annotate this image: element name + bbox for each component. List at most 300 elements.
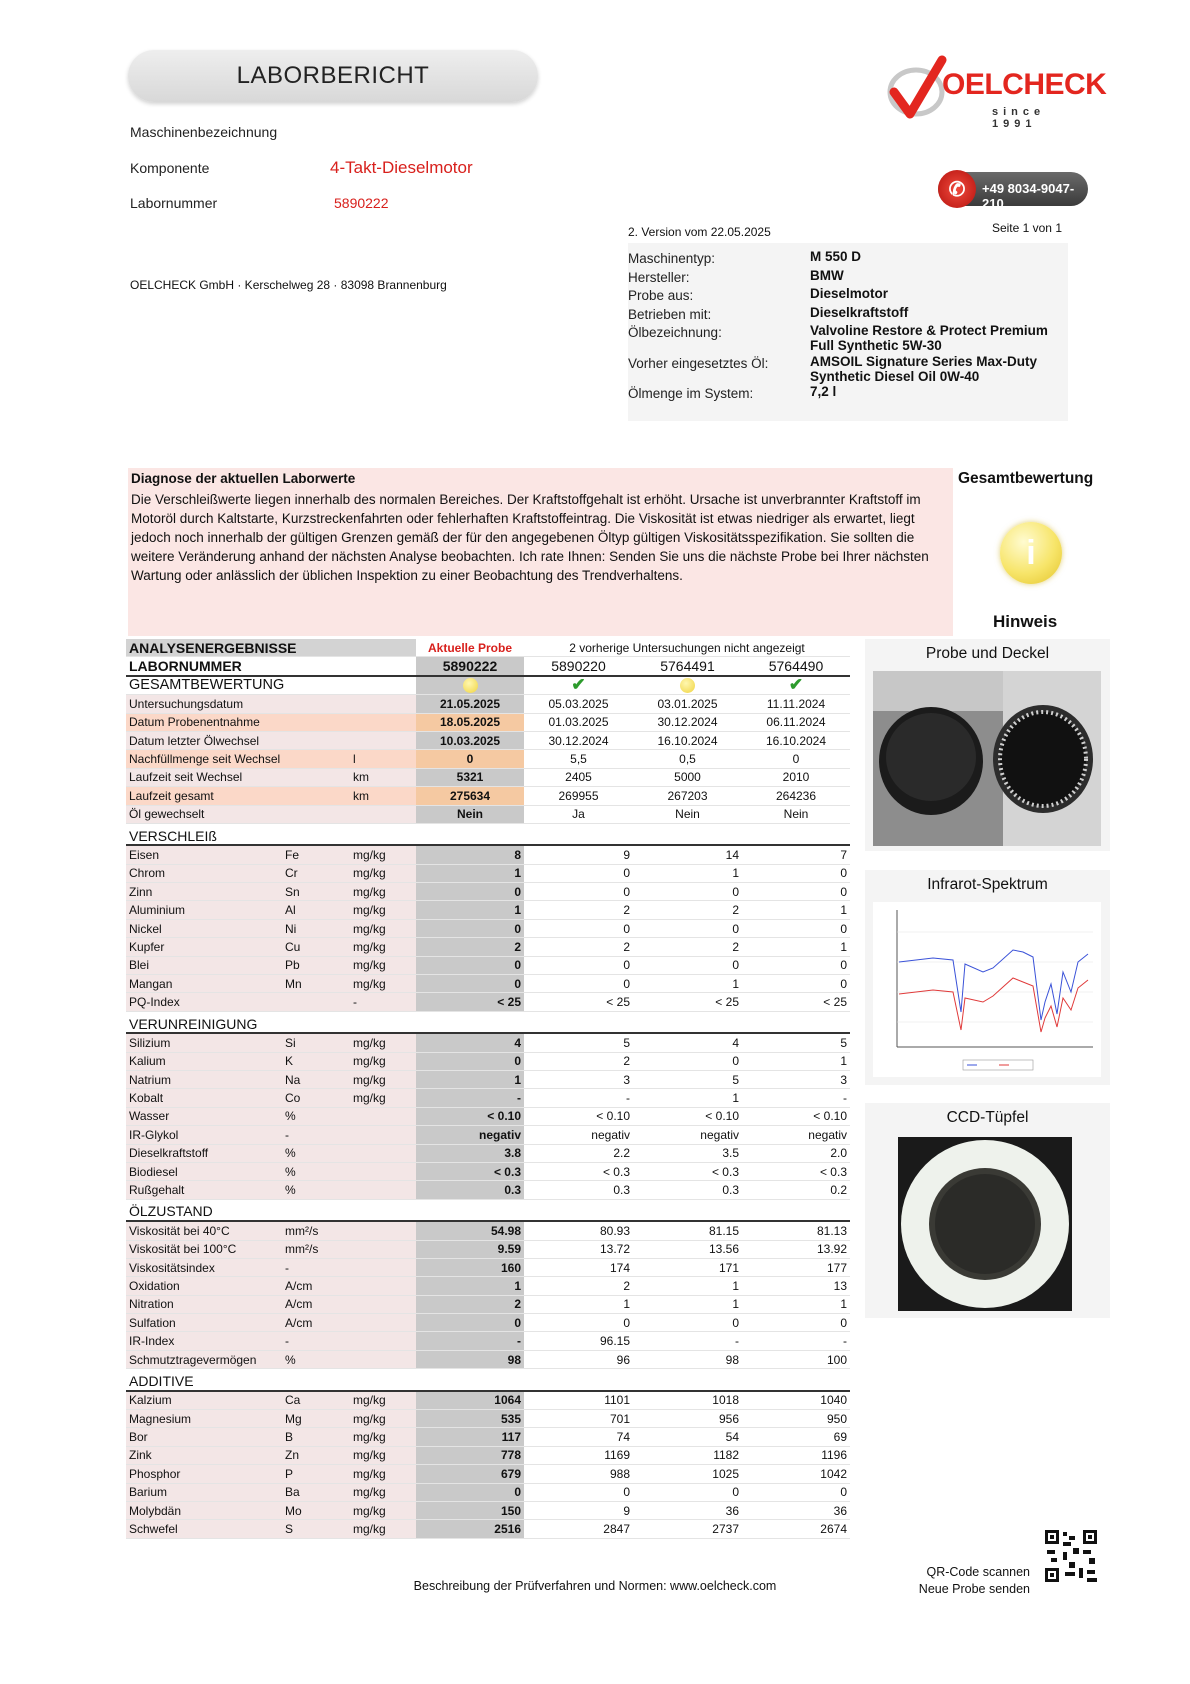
row-unit bbox=[350, 1108, 416, 1126]
row-label: Sulfation bbox=[126, 1314, 282, 1332]
previous-value: 0 bbox=[742, 920, 850, 938]
row-unit: km bbox=[350, 769, 416, 787]
previous-value: 0.2 bbox=[742, 1181, 850, 1199]
result-row bbox=[126, 901, 850, 919]
current-value: Nein bbox=[416, 806, 524, 824]
current-value: 0 bbox=[416, 883, 524, 901]
row-unit: mg/kg bbox=[350, 1034, 416, 1052]
row-symbol: Cr bbox=[282, 865, 350, 883]
row-label: Kupfer bbox=[126, 938, 282, 956]
result-row bbox=[126, 1520, 850, 1538]
info-label: Ölmenge im System: bbox=[628, 386, 754, 401]
previous-value: 7 bbox=[742, 846, 850, 864]
footer-text: Beschreibung der Prüfverfahren und Normen: www.oelcheck.com bbox=[413, 1579, 777, 1593]
result-row bbox=[126, 1181, 850, 1199]
previous-value: 3 bbox=[524, 1071, 633, 1089]
previous-value: 2674 bbox=[742, 1520, 850, 1538]
row-symbol: % bbox=[282, 1108, 350, 1126]
row-unit bbox=[350, 1126, 416, 1144]
previous-value: 950 bbox=[742, 1410, 850, 1428]
result-row bbox=[126, 1351, 850, 1369]
row-unit bbox=[350, 806, 416, 824]
overall-rating-label: Gesamtbewertung bbox=[958, 470, 1094, 487]
ir-spectrum-title: Infrarot-Spektrum bbox=[927, 876, 1048, 893]
row-symbol: - bbox=[282, 1259, 350, 1277]
previous-value: 1 bbox=[633, 975, 742, 993]
row-unit bbox=[350, 732, 416, 750]
row-symbol: Zn bbox=[282, 1447, 350, 1465]
row-label: Untersuchungsdatum bbox=[126, 695, 350, 713]
current-value: 275634 bbox=[416, 787, 524, 805]
diagnosis-title: Diagnose der aktuellen Laborwerte bbox=[131, 471, 356, 486]
current-value: 4 bbox=[416, 1034, 524, 1052]
row-unit bbox=[350, 1163, 416, 1181]
row-unit: mg/kg bbox=[350, 1520, 416, 1538]
diagnosis-box bbox=[128, 468, 953, 636]
row-unit: mg/kg bbox=[350, 1465, 416, 1483]
previous-value: 2737 bbox=[633, 1520, 742, 1538]
general-row bbox=[126, 787, 850, 805]
row-label: Zinn bbox=[126, 883, 282, 901]
result-row bbox=[126, 1108, 850, 1126]
row-symbol: mm²/s bbox=[282, 1241, 350, 1259]
labnumber-value: 5890222 bbox=[334, 195, 389, 211]
overall-status-cell bbox=[416, 677, 524, 695]
row-label: Eisen bbox=[126, 846, 282, 864]
row-symbol: Co bbox=[282, 1089, 350, 1107]
row-unit bbox=[350, 1241, 416, 1259]
current-value: 0 bbox=[416, 975, 524, 993]
current-value: 2 bbox=[416, 938, 524, 956]
previous-value: 0 bbox=[742, 883, 850, 901]
current-value: 0 bbox=[416, 957, 524, 975]
result-row bbox=[126, 1163, 850, 1181]
row-label: IR-Glykol bbox=[126, 1126, 282, 1144]
row-symbol: Cu bbox=[282, 938, 350, 956]
ir-spectrum-chart bbox=[873, 902, 1101, 1077]
result-row bbox=[126, 920, 850, 938]
row-unit: km bbox=[350, 787, 416, 805]
row-symbol: mm²/s bbox=[282, 1222, 350, 1240]
row-label: Nachfüllmenge seit Wechsel bbox=[126, 750, 350, 768]
ir-spectrum-panel bbox=[865, 870, 1110, 1085]
previous-value: 0 bbox=[633, 1314, 742, 1332]
previous-value: 2 bbox=[524, 1053, 633, 1071]
row-unit bbox=[350, 1259, 416, 1277]
previous-value: 269955 bbox=[524, 787, 633, 805]
current-value: 3.8 bbox=[416, 1145, 524, 1163]
previous-value: 1101 bbox=[524, 1392, 633, 1410]
section-header bbox=[126, 1012, 850, 1034]
info-value: AMSOIL Signature Series Max-Duty Synthetic Diesel Oil 0W-40 bbox=[810, 354, 1038, 384]
overall-status-cell bbox=[633, 677, 742, 695]
current-value: 0 bbox=[416, 1484, 524, 1502]
qr-code-icon[interactable] bbox=[1043, 1528, 1099, 1584]
general-row bbox=[126, 695, 850, 713]
row-symbol: Sn bbox=[282, 883, 350, 901]
info-value: BMW bbox=[810, 268, 844, 283]
previous-value: 13 bbox=[742, 1277, 850, 1295]
result-row bbox=[126, 1241, 850, 1259]
previous-value: 74 bbox=[524, 1428, 633, 1446]
previous-value: 1196 bbox=[742, 1447, 850, 1465]
previous-value: 956 bbox=[633, 1410, 742, 1428]
diagnosis-text: Die Verschleißwerte liegen innerhalb des normalen Bereiches. Der Kraftstoffgehalt ist erhöht. Ursache ist unverbrannter Kraftstoff im Motoröl durch Kaltstarte, Kurzstreckenfahrten oder fehlerhaften Kraftstoffeintrag. Die Viskosität ist etwas niedriger als erwartet, liegt jedoch noch innerhalb der gültigen Grenzen gemäß der für den angegebenen Öltyp gültigen Viskositätsspezifikation. Sie sollten die weitere Veränderung anhand der nächsten Analyse beobachten. Ich rate Ihnen: Senden Sie uns die nächste Probe bei Ihrer nächsten Wartung oder anlässlich der üblichen Inspektion zu einer Beobachtung des Trendverhaltens. bbox=[131, 492, 929, 583]
info-dot-icon bbox=[463, 678, 478, 693]
result-row bbox=[126, 1145, 850, 1163]
component-label: Komponente bbox=[130, 160, 210, 176]
row-unit: mg/kg bbox=[350, 846, 416, 864]
previous-value: 30.12.2024 bbox=[524, 732, 633, 750]
info-label: Hersteller: bbox=[628, 270, 690, 285]
info-value: Dieselkraftstoff bbox=[810, 305, 909, 320]
row-symbol: Na bbox=[282, 1071, 350, 1089]
previous-value: 13.72 bbox=[524, 1241, 633, 1259]
previous-value: 0 bbox=[742, 865, 850, 883]
previous-value: 5000 bbox=[633, 769, 742, 787]
previous-value: 14 bbox=[633, 846, 742, 864]
previous-value: 0 bbox=[633, 1053, 742, 1071]
info-label: Betrieben mit: bbox=[628, 307, 712, 322]
result-row bbox=[126, 1332, 850, 1350]
previous-value: 0 bbox=[524, 957, 633, 975]
row-unit: mg/kg bbox=[350, 975, 416, 993]
checkmark-logo-icon bbox=[880, 52, 950, 124]
previous-value: 1018 bbox=[633, 1392, 742, 1410]
previous-value: 0.3 bbox=[524, 1181, 633, 1199]
labnumber-header: LABORNUMMER bbox=[126, 657, 416, 676]
result-row bbox=[126, 1502, 850, 1520]
row-symbol: % bbox=[282, 1145, 350, 1163]
previous-value: 0 bbox=[742, 1314, 850, 1332]
previous-value: 1040 bbox=[742, 1392, 850, 1410]
section-header bbox=[126, 824, 850, 846]
current-value: < 0.3 bbox=[416, 1163, 524, 1181]
previous-value: < 0.10 bbox=[633, 1108, 742, 1126]
row-symbol: Mn bbox=[282, 975, 350, 993]
previous-value: 01.03.2025 bbox=[524, 714, 633, 732]
check-icon: ✔ bbox=[571, 676, 586, 694]
row-label: Natrium bbox=[126, 1071, 282, 1089]
previous-value: 0 bbox=[524, 865, 633, 883]
result-row bbox=[126, 883, 850, 901]
results-table bbox=[126, 639, 850, 1539]
current-value: 1 bbox=[416, 865, 524, 883]
row-symbol: S bbox=[282, 1520, 350, 1538]
row-symbol: K bbox=[282, 1053, 350, 1071]
result-row bbox=[126, 865, 850, 883]
previous-value: 06.11.2024 bbox=[742, 714, 850, 732]
row-symbol: B bbox=[282, 1428, 350, 1446]
current-value: < 0.10 bbox=[416, 1108, 524, 1126]
row-unit: mg/kg bbox=[350, 1392, 416, 1410]
previous-value: 11.11.2024 bbox=[742, 695, 850, 713]
previous-value: 81.15 bbox=[633, 1222, 742, 1240]
previous-value: - bbox=[742, 1089, 850, 1107]
row-label: Phosphor bbox=[126, 1465, 282, 1483]
row-label: Viskositätsindex bbox=[126, 1259, 282, 1277]
row-unit bbox=[350, 1351, 416, 1369]
current-value: 0 bbox=[416, 920, 524, 938]
previous-value: 2 bbox=[633, 901, 742, 919]
result-row bbox=[126, 1089, 850, 1107]
previous-value: 2.2 bbox=[524, 1145, 633, 1163]
section-title: ÖLZUSTAND bbox=[126, 1200, 850, 1222]
ccd-title: CCD-Tüpfel bbox=[946, 1109, 1029, 1126]
row-label: Wasser bbox=[126, 1108, 282, 1126]
previous-value: 9 bbox=[524, 1502, 633, 1520]
info-value: M 550 D bbox=[810, 249, 862, 264]
previous-value: 1042 bbox=[742, 1465, 850, 1483]
page-number: Seite 1 von 1 bbox=[991, 221, 1062, 235]
info-value: Dieselmotor bbox=[810, 286, 889, 301]
current-value: 1064 bbox=[416, 1392, 524, 1410]
previous-value: 177 bbox=[742, 1259, 850, 1277]
row-symbol: Ba bbox=[282, 1484, 350, 1502]
previous-value: 98 bbox=[633, 1351, 742, 1369]
row-symbol: Ni bbox=[282, 920, 350, 938]
previous-value: 1 bbox=[633, 1277, 742, 1295]
previous-value: < 0.10 bbox=[524, 1108, 633, 1126]
row-label: Laufzeit gesamt bbox=[126, 787, 350, 805]
current-value: - bbox=[416, 1332, 524, 1350]
check-icon: ✔ bbox=[788, 676, 804, 694]
phone-badge[interactable] bbox=[938, 172, 1088, 211]
previous-value: 5 bbox=[524, 1034, 633, 1052]
row-label: Silizium bbox=[126, 1034, 282, 1052]
report-title: LABORBERICHT bbox=[128, 50, 538, 102]
result-row bbox=[126, 1259, 850, 1277]
row-label: Barium bbox=[126, 1484, 282, 1502]
current-value: 150 bbox=[416, 1502, 524, 1520]
section-header bbox=[126, 1200, 850, 1222]
previous-value: 1 bbox=[742, 1053, 850, 1071]
previous-value: 1 bbox=[742, 1296, 850, 1314]
previous-value: 0 bbox=[524, 975, 633, 993]
row-unit: - bbox=[350, 993, 416, 1011]
result-row bbox=[126, 1314, 850, 1332]
previous-value: 36 bbox=[633, 1502, 742, 1520]
row-unit: mg/kg bbox=[350, 1071, 416, 1089]
row-label: Viskosität bei 100°C bbox=[126, 1241, 282, 1259]
row-unit bbox=[350, 1296, 416, 1314]
previous-value: 30.12.2024 bbox=[633, 714, 742, 732]
previous-value: < 25 bbox=[742, 993, 850, 1011]
row-label: Dieselkraftstoff bbox=[126, 1145, 282, 1163]
previous-value: < 25 bbox=[633, 993, 742, 1011]
section-header bbox=[126, 1369, 850, 1391]
row-label: Rußgehalt bbox=[126, 1181, 282, 1199]
previous-value: 0 bbox=[633, 883, 742, 901]
current-value: < 25 bbox=[416, 993, 524, 1011]
qr-line-1: QR-Code scannen bbox=[926, 1565, 1030, 1579]
row-symbol: A/cm bbox=[282, 1296, 350, 1314]
previous-note: 2 vorherige Untersuchungen nicht angezeigt bbox=[524, 639, 850, 657]
previous-value: < 25 bbox=[524, 993, 633, 1011]
row-unit: mg/kg bbox=[350, 1428, 416, 1446]
current-value: 2516 bbox=[416, 1520, 524, 1538]
row-label: PQ-Index bbox=[126, 993, 282, 1011]
row-label: Datum Probenentnahme bbox=[126, 714, 350, 732]
previous-value: 13.92 bbox=[742, 1241, 850, 1259]
probe-panel bbox=[865, 639, 1110, 851]
section-title: ADDITIVE bbox=[126, 1369, 850, 1391]
previous-value: 2.0 bbox=[742, 1145, 850, 1163]
row-label: Blei bbox=[126, 957, 282, 975]
previous-value: 96.15 bbox=[524, 1332, 633, 1350]
row-unit bbox=[350, 1181, 416, 1199]
row-label: Kalium bbox=[126, 1053, 282, 1071]
row-unit bbox=[350, 714, 416, 732]
labnumber-previous: 5764490 bbox=[742, 657, 850, 676]
row-label: Aluminium bbox=[126, 901, 282, 919]
previous-value: 16.10.2024 bbox=[742, 732, 850, 750]
row-symbol: Fe bbox=[282, 846, 350, 864]
result-row bbox=[126, 975, 850, 993]
info-label: Vorher eingesetztes Öl: bbox=[628, 356, 769, 371]
row-unit: mg/kg bbox=[350, 1502, 416, 1520]
row-label: Schwefel bbox=[126, 1520, 282, 1538]
previous-value: 2 bbox=[633, 938, 742, 956]
previous-value: - bbox=[524, 1089, 633, 1107]
previous-value: - bbox=[742, 1332, 850, 1350]
previous-value: negativ bbox=[524, 1126, 633, 1144]
previous-value: 69 bbox=[742, 1428, 850, 1446]
previous-value: < 0.3 bbox=[633, 1163, 742, 1181]
section-title: VERUNREINIGUNG bbox=[126, 1012, 850, 1034]
ccd-spot-image bbox=[898, 1137, 1072, 1311]
previous-value: 1 bbox=[742, 901, 850, 919]
previous-value: 0 bbox=[524, 1484, 633, 1502]
labnumber-previous: 5764491 bbox=[633, 657, 742, 676]
version-text: 2. Version vom 22.05.2025 bbox=[628, 225, 771, 239]
overall-row-label: GESAMTBEWERTUNG bbox=[126, 677, 416, 695]
current-value: 8 bbox=[416, 846, 524, 864]
previous-value: 2405 bbox=[524, 769, 633, 787]
previous-value: 5,5 bbox=[524, 750, 633, 768]
row-label: Molybdän bbox=[126, 1502, 282, 1520]
row-label: Mangan bbox=[126, 975, 282, 993]
probe-title: Probe und Deckel bbox=[925, 645, 1050, 662]
row-unit: mg/kg bbox=[350, 920, 416, 938]
row-unit: mg/kg bbox=[350, 1053, 416, 1071]
row-unit: mg/kg bbox=[350, 1447, 416, 1465]
current-value: 535 bbox=[416, 1410, 524, 1428]
previous-value: 4 bbox=[633, 1034, 742, 1052]
current-value: 679 bbox=[416, 1465, 524, 1483]
previous-value: 1025 bbox=[633, 1465, 742, 1483]
previous-value: 174 bbox=[524, 1259, 633, 1277]
row-symbol: Ca bbox=[282, 1392, 350, 1410]
previous-value: 2847 bbox=[524, 1520, 633, 1538]
overall-rating-status: Hinweis bbox=[993, 612, 1058, 631]
oelcheck-logo bbox=[880, 52, 1107, 130]
current-value: - bbox=[416, 1089, 524, 1107]
previous-value: 0 bbox=[633, 920, 742, 938]
previous-value: 9 bbox=[524, 846, 633, 864]
overall-status-cell bbox=[524, 677, 633, 695]
current-value: 0 bbox=[416, 1053, 524, 1071]
general-row bbox=[126, 714, 850, 732]
previous-value: 264236 bbox=[742, 787, 850, 805]
row-unit bbox=[350, 1277, 416, 1295]
result-row bbox=[126, 1428, 850, 1446]
previous-value: 80.93 bbox=[524, 1222, 633, 1240]
previous-value: 2 bbox=[524, 901, 633, 919]
previous-value: 1169 bbox=[524, 1447, 633, 1465]
component-value: 4-Takt-Dieselmotor bbox=[330, 158, 473, 177]
row-unit: mg/kg bbox=[350, 865, 416, 883]
previous-value: 701 bbox=[524, 1410, 633, 1428]
qr-caption bbox=[900, 1564, 1030, 1598]
row-label: Viskosität bei 40°C bbox=[126, 1222, 282, 1240]
current-value: 1 bbox=[416, 1277, 524, 1295]
overall-status-cell bbox=[742, 677, 850, 695]
row-unit: mg/kg bbox=[350, 957, 416, 975]
previous-value: 1 bbox=[524, 1296, 633, 1314]
general-row bbox=[126, 732, 850, 750]
current-value: 98 bbox=[416, 1351, 524, 1369]
previous-value: 36 bbox=[742, 1502, 850, 1520]
previous-value: 5 bbox=[742, 1034, 850, 1052]
info-label: Ölbezeichnung: bbox=[628, 325, 722, 340]
current-value: 1 bbox=[416, 1071, 524, 1089]
info-value: 7,2 l bbox=[810, 384, 837, 399]
result-row bbox=[126, 938, 850, 956]
info-label: Probe aus: bbox=[628, 288, 694, 303]
previous-value: 1 bbox=[633, 1296, 742, 1314]
previous-value: 0 bbox=[742, 975, 850, 993]
previous-value: 0.3 bbox=[633, 1181, 742, 1199]
row-unit: mg/kg bbox=[350, 883, 416, 901]
row-unit bbox=[350, 695, 416, 713]
row-unit bbox=[350, 1332, 416, 1350]
results-title: ANALYSENERGEBNISSE bbox=[126, 639, 416, 657]
row-symbol: % bbox=[282, 1351, 350, 1369]
row-label: Kalzium bbox=[126, 1392, 282, 1410]
previous-value: 1 bbox=[633, 1089, 742, 1107]
previous-value: 0 bbox=[524, 883, 633, 901]
previous-value: 3.5 bbox=[633, 1145, 742, 1163]
row-label: Kobalt bbox=[126, 1089, 282, 1107]
row-symbol: - bbox=[282, 1332, 350, 1350]
previous-value: 05.03.2025 bbox=[524, 695, 633, 713]
previous-value: < 0.3 bbox=[524, 1163, 633, 1181]
row-symbol bbox=[282, 993, 350, 1011]
row-unit: mg/kg bbox=[350, 1410, 416, 1428]
previous-value: 2 bbox=[524, 1277, 633, 1295]
row-symbol: - bbox=[282, 1126, 350, 1144]
current-value: 18.05.2025 bbox=[416, 714, 524, 732]
row-symbol: Al bbox=[282, 901, 350, 919]
current-value: 778 bbox=[416, 1447, 524, 1465]
overall-row bbox=[126, 677, 850, 695]
result-row bbox=[126, 1053, 850, 1071]
row-label: Biodiesel bbox=[126, 1163, 282, 1181]
current-value: 10.03.2025 bbox=[416, 732, 524, 750]
current-value: 1 bbox=[416, 901, 524, 919]
previous-value: 267203 bbox=[633, 787, 742, 805]
result-row bbox=[126, 1034, 850, 1052]
result-row bbox=[126, 1126, 850, 1144]
previous-value: - bbox=[633, 1332, 742, 1350]
general-row bbox=[126, 806, 850, 824]
ccd-panel bbox=[865, 1103, 1110, 1318]
previous-value: Nein bbox=[742, 806, 850, 824]
row-label: Öl gewechselt bbox=[126, 806, 350, 824]
current-value: 0 bbox=[416, 1314, 524, 1332]
previous-value: 0 bbox=[524, 920, 633, 938]
